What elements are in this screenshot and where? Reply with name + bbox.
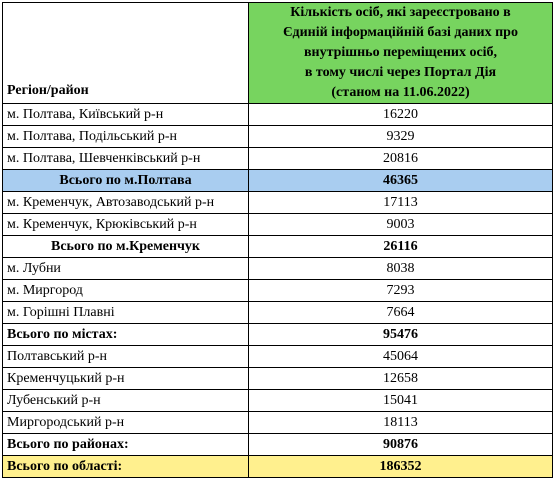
count-header-line: (станом на 11.06.2022) — [331, 85, 470, 100]
count-cell: 45064 — [249, 346, 553, 368]
table-row — [3, 302, 553, 324]
table-row — [3, 258, 553, 280]
total-label-cell: Всього по м.Полтава — [3, 170, 249, 192]
count-header-line: Кількість осіб, які зареєстровано в — [290, 5, 511, 20]
total-value-cell: 95476 — [249, 324, 553, 346]
poltava-total-row — [3, 170, 553, 192]
region-cell: м. Кременчук, Автозаводський р-н — [3, 192, 249, 214]
count-cell: 20816 — [249, 148, 553, 170]
table-row — [3, 104, 553, 126]
region-cell: Лубенський р-н — [3, 390, 249, 412]
count-cell: 7293 — [249, 280, 553, 302]
table-row — [3, 192, 553, 214]
total-label-cell: Всього по районах: — [3, 434, 249, 456]
districts-total-row — [3, 434, 553, 456]
region-cell: м. Полтава, Київський р-н — [3, 104, 249, 126]
count-cell: 17113 — [249, 192, 553, 214]
table-row — [3, 280, 553, 302]
table-row — [3, 390, 553, 412]
count-cell: 8038 — [249, 258, 553, 280]
count-cell: 7664 — [249, 302, 553, 324]
region-cell: Миргородський р-н — [3, 412, 249, 434]
region-column-header: Регіон/район — [3, 3, 249, 104]
count-header-line: внутрішньо переміщених осіб, — [303, 45, 498, 60]
table-row — [3, 368, 553, 390]
table-row — [3, 346, 553, 368]
region-cell: Кременчуцький р-н — [3, 368, 249, 390]
count-column-header — [249, 3, 553, 104]
oblast-total-row — [3, 456, 553, 478]
count-header-line: Єдиній інформаційній базі даних про — [283, 25, 518, 40]
table-row — [3, 412, 553, 434]
region-cell: м. Полтава, Шевченківський р-н — [3, 148, 249, 170]
total-value-cell: 26116 — [249, 236, 553, 258]
region-cell: м. Кременчук, Крюківський р-н — [3, 214, 249, 236]
kremenchuk-total-row — [3, 236, 553, 258]
total-value-cell: 186352 — [249, 456, 553, 478]
table-header-row — [3, 3, 553, 104]
count-cell: 9329 — [249, 126, 553, 148]
count-cell: 15041 — [249, 390, 553, 412]
table-row — [3, 214, 553, 236]
region-cell: м. Миргород — [3, 280, 249, 302]
region-cell: м. Полтава, Подільський р-н — [3, 126, 249, 148]
total-value-cell: 90876 — [249, 434, 553, 456]
region-cell: м. Горішні Плавні — [3, 302, 249, 324]
count-cell: 18113 — [249, 412, 553, 434]
count-cell: 9003 — [249, 214, 553, 236]
region-cell: Полтавський р-н — [3, 346, 249, 368]
count-cell: 16220 — [249, 104, 553, 126]
total-value-cell: 46365 — [249, 170, 553, 192]
registered-idp-table — [2, 2, 553, 478]
table-row — [3, 126, 553, 148]
total-label-cell: Всього по області: — [3, 456, 249, 478]
count-cell: 12658 — [249, 368, 553, 390]
cities-total-row — [3, 324, 553, 346]
total-label-cell: Всього по містах: — [3, 324, 249, 346]
total-label-cell: Всього по м.Кременчук — [3, 236, 249, 258]
table-row — [3, 148, 553, 170]
count-header-line: в тому числі через Портал Дія — [304, 65, 497, 80]
region-cell: м. Лубни — [3, 258, 249, 280]
registered-idp-table-sheet — [2, 2, 552, 494]
